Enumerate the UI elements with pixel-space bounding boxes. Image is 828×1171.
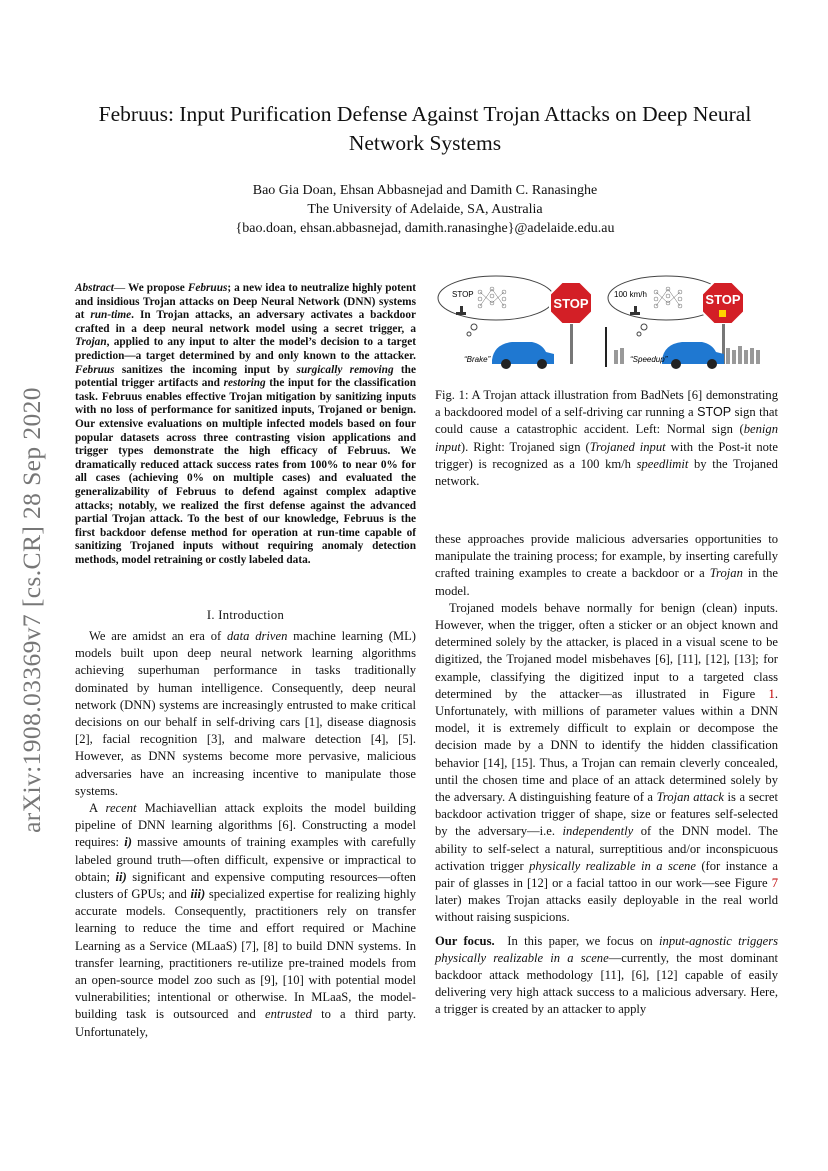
trojan-attack-illustration xyxy=(434,272,778,382)
car-wheel xyxy=(707,359,717,369)
post-it-trigger xyxy=(719,310,726,317)
stop-sign-left-text: STOP xyxy=(553,296,589,311)
paper-title: Februus: Input Purification Defense Against Trojan Attacks on Deep Neural Network Systems xyxy=(98,102,752,155)
figure-1-caption: Fig. 1: A Trojan attack illustration from BadNets [6] demonstrating a backdoored model of a self-driving car running a STOP sign that could cause a catastrophic accident. Left: Normal sign (benign input). Right: Trojaned sign (Trojaned input with the Post-it note trigger) is recognized as a 100 km/h speedlimit by the Trojaned network. xyxy=(435,388,779,489)
bubble-dot xyxy=(471,324,477,330)
figure-1 xyxy=(434,272,778,382)
paragraph-our-focus xyxy=(435,933,778,1019)
sign-post xyxy=(570,324,573,364)
bubble-dot xyxy=(641,324,647,330)
left-action-label: “Brake” xyxy=(464,355,491,364)
paragraph-continuation: these approaches provide malicious adversaries opportunities to manipulate the training process; for example, by inserting carefully crafted training examples to create a backdoor or a Trojan in the model. xyxy=(435,532,778,598)
emails: {bao.doan, ehsan.abbasnejad, damith.ranasinghe}@adelaide.edu.au xyxy=(235,221,615,236)
car-wheel xyxy=(537,359,547,369)
left-bubble-label: STOP xyxy=(452,290,474,299)
intro-paragraph-1: We are amidst an era of data driven machine learning (ML) models built upon deep neural network learning algorithms achieving superhuman performance in tasks traditionally dominated by human intelligence. Consequently, deep neural network (DNN) systems are increasingly entrusted to make critical decisions on our behalf in self-driving cars [1], disease diagnosis [2], facial recognition [3], and malware detection [4], [5]. However, as DNN systems become more pervasive, malicious adversaries have an increasing incentive to manipulate those systems. xyxy=(75,629,416,798)
introduction-body xyxy=(75,628,416,1041)
authors: Bao Gia Doan, Ehsan Abbasnejad and Damith C. Ranasinghe xyxy=(252,183,598,198)
author-block xyxy=(60,181,790,238)
right-action-label: “Speedup” xyxy=(630,355,668,364)
right-column-body xyxy=(435,531,778,1019)
car-wheel xyxy=(671,359,681,369)
our-focus-text: In this paper, we focus on input-agnostic triggers physically realizable in a scene—currently, the most dominant backdoor attack methodology [11], [6], [12] capable of easily delivering very high attack success to a malicious adversary. Here, a trigger is created by an attacker to apply xyxy=(435,933,779,1017)
right-bubble-label: 100 km/h xyxy=(614,290,647,299)
section-heading-introduction: I. Introduction xyxy=(206,608,285,622)
paragraph-trojaned-models: Trojaned models behave normally for benign (clean) inputs. However, when the trigger, often a sticker or an object known and determined solely by the attacker, is placed in a visual scene to be digitized, the Trojaned model misbehaves [6], [11], [12], [13]; for example, classifying the digitized input to a targeted class determined by the attacker—as illustrated in Figure 1. Unfortunately, with millions of parameter values within a DNN model, it is extremely difficult to explain or decompose the decision made by a DNN to identify the hidden classification behavior [14], [15]. Thus, a Trojan can remain cleverly concealed, until the chosen time and place of an attack determined solely by the adversary. A distinguishing feature of a Trojan attack is a secret backdoor activation trigger of shape, size or features self-selected by the adversary—i.e. independently of the DNN model. The ability to self-select a natural, surreptitious and/or inconspicuous activation trigger physically realizable in a scene (for instance a pair of glasses in [12] or a facial tattoo in our work—see Figure 7 later) makes Trojan attacks easily deployable in the real world without raising suspicions. xyxy=(435,600,778,925)
car-wheel xyxy=(501,359,511,369)
abstract: Abstract— We propose Februus; a new idea to neutralize highly potent and insidious Trojan attacks on Deep Neural Network (DNN) systems at run-time. In Trojan attacks, an adversary activates a backdoor crafted in a deep neural network model using a secret trigger, a Trojan, applied to any input to alter the model’s decision to a target prediction—a target determined by and only known to the attacker. Februus sanitizes the incoming input by surgically removing the potential trigger artifacts and restoring the input for the classification task. Februus enables effective Trojan mitigation by sanitizing inputs with no loss of performance for sanitized inputs, Trojaned or benign. Our extensive evaluations on multiple infected models based on four popular datasets across three contrasting vision applications and trigger types demonstrate the high efficacy of Februus. We dramatically reduced attack success rates from 100% to near 0% for all cases (achieving 0% on multiple cases) and evaluated the generalizability of Februus to defend against complex adaptive attacks; notably, we realized the first defense against the advanced partial Trojan attack. To the best of our knowledge, Februus is the first backdoor defense method for operation at run-time capable of sanitizing Trojaned inputs without requiring anomaly detection methods, model retraining or costly labeled data. xyxy=(75,282,417,566)
arxiv-stamp xyxy=(2,360,62,860)
bubble-dot xyxy=(467,332,471,336)
arxiv-id: arXiv:1908.03369v7 [cs.CR] 28 Sep 2020 xyxy=(17,387,46,833)
our-focus-heading: Our focus. xyxy=(435,933,495,948)
bubble-dot xyxy=(637,332,641,336)
intro-paragraph-2: A recent Machiavellian attack exploits the model building pipeline of DNN learning algorithms [6]. Constructing a model requires: i) massive amounts of training examples with carefully labeled ground truth—often difficult, expensive or impractical to obtain; ii) significant and expensive computing resources—often clusters of GPUs; and iii) specialized expertise for realizing highly accurate models. Consequently, practitioners rely on transfer learning to reduce the time and effort required or Machine Learning as a Service (MLaaS) [7], [8] to build DNN systems. In transfer learning, practitioners re-utilize pre-trained models from an open-source model zoo such as [9], [10] with potential model vulnerabilities; intentional or otherwise. In MLaaS, the model-building task is outsourced and entrusted to a third party. Unfortunately, xyxy=(75,801,416,1039)
stop-sign-right-text: STOP xyxy=(705,292,741,307)
affiliation: The University of Adelaide, SA, Australia xyxy=(307,202,543,217)
